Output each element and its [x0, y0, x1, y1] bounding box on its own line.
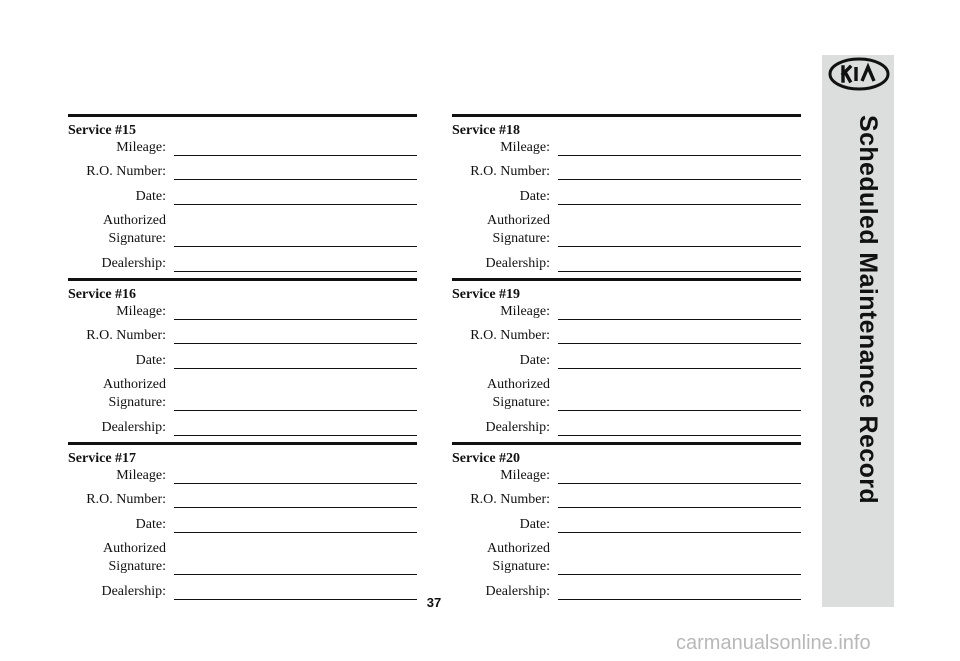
field-line[interactable] — [174, 507, 417, 508]
field-label: Dealership: — [101, 420, 166, 435]
service-block — [68, 442, 417, 606]
field-label: Mileage: — [116, 304, 166, 319]
field-line[interactable] — [558, 507, 801, 508]
field-line[interactable] — [558, 483, 801, 484]
field-label: Dealership: — [485, 584, 550, 599]
field-label: Signature: — [492, 559, 550, 574]
field-label: R.O. Number: — [470, 164, 550, 179]
field-label: Signature: — [492, 395, 550, 410]
field-label: Date: — [519, 353, 550, 368]
field-label: Mileage: — [116, 140, 166, 155]
field-label: Authorized — [103, 213, 166, 228]
kia-logo-icon — [828, 57, 890, 91]
field-line[interactable] — [174, 319, 417, 320]
field-line[interactable] — [174, 343, 417, 344]
side-tab — [822, 55, 894, 607]
field-line[interactable] — [174, 574, 417, 575]
service-block — [68, 114, 417, 278]
field-line[interactable] — [558, 435, 801, 436]
service-title: Service #18 — [452, 123, 521, 138]
service-title: Service #19 — [452, 287, 521, 302]
field-label: Mileage: — [500, 140, 550, 155]
service-title: Service #15 — [68, 123, 137, 138]
field-label: R.O. Number: — [86, 164, 166, 179]
service-block — [452, 278, 801, 442]
field-line[interactable] — [558, 574, 801, 575]
field-line[interactable] — [558, 343, 801, 344]
field-label: Dealership: — [485, 420, 550, 435]
field-label: Authorized — [487, 377, 550, 392]
field-label: Authorized — [103, 541, 166, 556]
service-title: Service #16 — [68, 287, 137, 302]
field-line[interactable] — [174, 155, 417, 156]
field-line[interactable] — [558, 410, 801, 411]
field-line[interactable] — [174, 271, 417, 272]
service-block — [452, 114, 801, 278]
field-label: Date: — [135, 353, 166, 368]
field-line[interactable] — [174, 179, 417, 180]
field-label: Mileage: — [116, 468, 166, 483]
field-line[interactable] — [558, 204, 801, 205]
field-label: Authorized — [487, 213, 550, 228]
field-line[interactable] — [174, 246, 417, 247]
field-label: Signature: — [108, 395, 166, 410]
service-column-left — [68, 114, 417, 606]
field-line[interactable] — [558, 271, 801, 272]
field-line[interactable] — [174, 532, 417, 533]
service-block — [68, 278, 417, 442]
field-line[interactable] — [558, 246, 801, 247]
service-title: Service #20 — [452, 451, 521, 466]
field-line[interactable] — [174, 599, 417, 600]
field-label: Mileage: — [500, 304, 550, 319]
field-label: R.O. Number: — [86, 328, 166, 343]
field-line[interactable] — [174, 435, 417, 436]
watermark-text: carmanualsonline.info — [676, 632, 871, 654]
field-line[interactable] — [558, 319, 801, 320]
field-label: R.O. Number: — [470, 492, 550, 507]
field-label: Authorized — [103, 377, 166, 392]
field-line[interactable] — [174, 483, 417, 484]
field-line[interactable] — [558, 532, 801, 533]
field-line[interactable] — [558, 599, 801, 600]
field-label: Date: — [135, 517, 166, 532]
field-label: Dealership: — [101, 584, 166, 599]
field-label: Signature: — [108, 231, 166, 246]
field-label: Date: — [135, 189, 166, 204]
field-line[interactable] — [558, 368, 801, 369]
section-title: Scheduled Maintenance Record — [854, 115, 882, 505]
field-label: Dealership: — [101, 256, 166, 271]
field-label: R.O. Number: — [470, 328, 550, 343]
page-number: 37 — [426, 595, 442, 610]
field-line[interactable] — [558, 179, 801, 180]
field-label: Dealership: — [485, 256, 550, 271]
field-label: Authorized — [487, 541, 550, 556]
field-label: Mileage: — [500, 468, 550, 483]
field-label: Signature: — [492, 231, 550, 246]
field-line[interactable] — [174, 204, 417, 205]
service-block — [452, 442, 801, 606]
service-column-right — [452, 114, 801, 606]
field-line[interactable] — [558, 155, 801, 156]
field-line[interactable] — [174, 410, 417, 411]
field-label: Date: — [519, 517, 550, 532]
field-label: R.O. Number: — [86, 492, 166, 507]
field-label: Date: — [519, 189, 550, 204]
field-label: Signature: — [108, 559, 166, 574]
field-line[interactable] — [174, 368, 417, 369]
service-title: Service #17 — [68, 451, 137, 466]
